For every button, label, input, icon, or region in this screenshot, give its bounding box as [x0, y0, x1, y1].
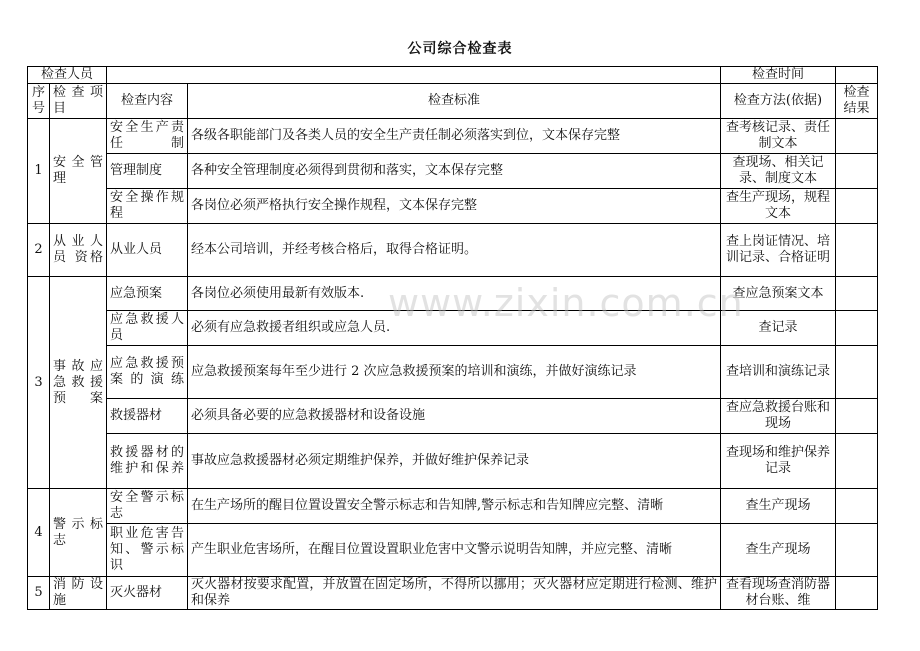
- check-content: 灭火器材: [107, 577, 188, 610]
- group-item: 警 示 标志: [50, 489, 107, 577]
- table-row: [28, 399, 878, 434]
- group-number: 5: [28, 577, 50, 610]
- header-standard: 检查标准: [188, 84, 721, 119]
- check-method: 查培训和演练记录: [721, 346, 836, 399]
- result-cell[interactable]: [836, 346, 878, 399]
- check-method: 查应急救援台账和现场: [721, 399, 836, 434]
- check-standard: 必须有应急救援者组织或应急人员.: [188, 311, 721, 346]
- meta-row: [28, 67, 878, 84]
- result-cell[interactable]: [836, 189, 878, 224]
- header-seq: 序号: [28, 84, 50, 119]
- time-label: 检查时间: [721, 67, 836, 84]
- check-content: 应急预案: [107, 277, 188, 311]
- result-cell[interactable]: [836, 224, 878, 277]
- result-cell[interactable]: [836, 119, 878, 154]
- table-row: [28, 346, 878, 399]
- result-cell[interactable]: [836, 577, 878, 610]
- group-item: 消 防 设施: [50, 577, 107, 610]
- check-standard: 各岗位必须使用最新有效版本.: [188, 277, 721, 311]
- result-cell[interactable]: [836, 489, 878, 524]
- check-method: 查记录: [721, 311, 836, 346]
- check-method: 查生产现场: [721, 524, 836, 577]
- check-method: 查看现场查消防器材台账、维: [721, 577, 836, 610]
- check-content: 安全警示标志: [107, 489, 188, 524]
- header-method: 检查方法(依据): [721, 84, 836, 119]
- header-item: 检 查 项目: [50, 84, 107, 119]
- time-value[interactable]: [836, 67, 878, 84]
- check-method: 查上岗证情况、培训记录、合格证明: [721, 224, 836, 277]
- inspector-label: 检查人员: [28, 67, 107, 84]
- check-standard: 灭火器材按要求配置，并放置在固定场所，不得所以挪用；灭火器材应定期进行检测、维护和保养: [188, 577, 721, 610]
- check-method: 查生产现场: [721, 489, 836, 524]
- page-title: 公司综合检查表: [407, 41, 513, 57]
- table-row: [28, 224, 878, 277]
- check-content: 应急救援预案的演练: [107, 346, 188, 399]
- check-content: 职业危害告知、警示标识: [107, 524, 188, 577]
- group-number: 2: [28, 224, 50, 277]
- header-row: [28, 84, 878, 119]
- table-row: [28, 154, 878, 189]
- table-row: [28, 119, 878, 154]
- check-method: 查应急预案文本: [721, 277, 836, 311]
- check-content: 应急救援人员: [107, 311, 188, 346]
- check-content: 安全生产责任制: [107, 119, 188, 154]
- result-cell[interactable]: [836, 154, 878, 189]
- watermark: www.zixin.com.cn: [388, 281, 744, 325]
- check-standard: 各级各职能部门及各类人员的安全生产责任制必须落实到位，文本保存完整: [188, 119, 721, 154]
- table-row: [28, 524, 878, 577]
- check-standard: 在生产场所的醒目位置设置安全警示标志和告知牌,警示标志和告知牌应完整、清晰: [188, 489, 721, 524]
- result-cell[interactable]: [836, 524, 878, 577]
- check-standard: 各岗位必须严格执行安全操作规程，文本保存完整: [188, 189, 721, 224]
- check-standard: 应急救援预案每年至少进行 2 次应急救援预案的培训和演练，并做好演练记录: [188, 346, 721, 399]
- check-method: 查考核记录、责任制文本: [721, 119, 836, 154]
- header-content: 检查内容: [107, 84, 188, 119]
- table-row: [28, 434, 878, 489]
- check-content: 管理制度: [107, 154, 188, 189]
- inspection-table: [27, 66, 878, 610]
- check-content: 从业人员: [107, 224, 188, 277]
- check-standard: 各种安全管理制度必须得到贯彻和落实，文本保存完整: [188, 154, 721, 189]
- group-item: 从 业 人 员 资格: [50, 224, 107, 277]
- check-method: 查生产现场，规程文本: [721, 189, 836, 224]
- group-number: 4: [28, 489, 50, 577]
- check-standard: 事故应急救援器材必须定期维护保养，并做好维护保养记录: [188, 434, 721, 489]
- check-standard: 必须具备必要的应急救援器材和设备设施: [188, 399, 721, 434]
- header-result: 检查结果: [836, 84, 878, 119]
- table-row: [28, 489, 878, 524]
- group-item: 安 全 管理: [50, 119, 107, 224]
- result-cell[interactable]: [836, 311, 878, 346]
- group-number: 3: [28, 277, 50, 489]
- table-row: [28, 577, 878, 610]
- result-cell[interactable]: [836, 277, 878, 311]
- group-item: 事 故 应 急 救 援 预案: [50, 277, 107, 489]
- inspector-value[interactable]: [107, 67, 721, 84]
- result-cell[interactable]: [836, 434, 878, 489]
- table-row: [28, 311, 878, 346]
- check-content: 救援器材的维护和保养: [107, 434, 188, 489]
- check-method: 查现场、相关记录、制度文本: [721, 154, 836, 189]
- check-content: 救援器材: [107, 399, 188, 434]
- check-standard: 产生职业危害场所，在醒目位置设置职业危害中文警示说明告知牌，并应完整、清晰: [188, 524, 721, 577]
- check-standard: 经本公司培训，并经考核合格后，取得合格证明。: [188, 224, 721, 277]
- group-number: 1: [28, 119, 50, 224]
- check-method: 查现场和维护保养记录: [721, 434, 836, 489]
- table-row: [28, 189, 878, 224]
- check-content: 安全操作规程: [107, 189, 188, 224]
- result-cell[interactable]: [836, 399, 878, 434]
- table-row: [28, 277, 878, 311]
